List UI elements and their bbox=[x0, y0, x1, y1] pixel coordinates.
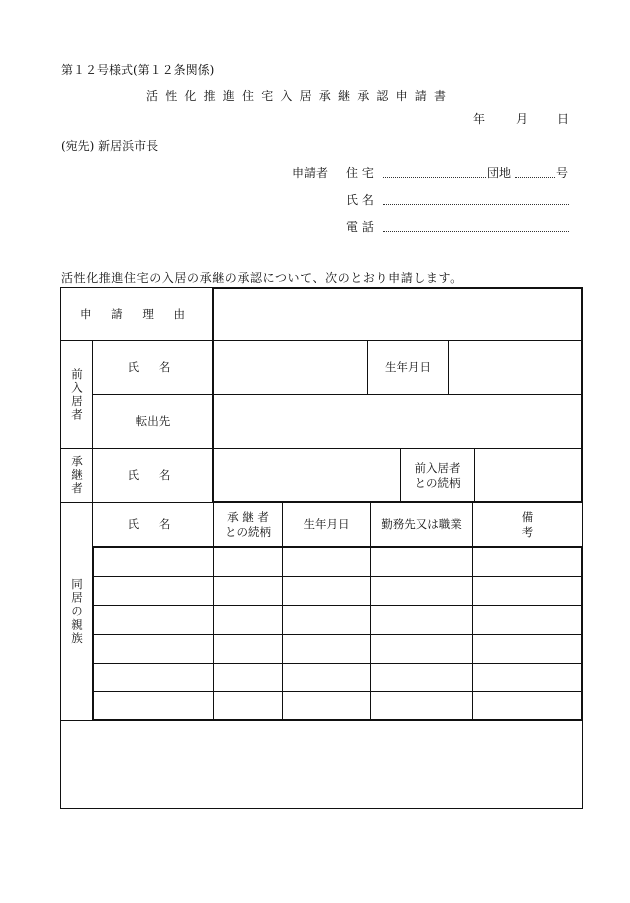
danchi-label: 団地 bbox=[487, 166, 512, 180]
reason-field[interactable] bbox=[214, 289, 581, 340]
form-number: 第１２号様式(第１２条関係) bbox=[61, 63, 215, 77]
name-line[interactable] bbox=[383, 204, 569, 205]
succ-name-field[interactable] bbox=[214, 449, 400, 502]
family-header-name: 氏 名 bbox=[127, 517, 179, 531]
family-row-4-relation-cell[interactable] bbox=[214, 635, 282, 664]
family-header-relation-line2: との続柄 bbox=[225, 524, 271, 539]
family-row-1-name-cell[interactable] bbox=[94, 548, 213, 577]
family-row-4-note-cell[interactable] bbox=[473, 635, 581, 664]
family-row-6-note-cell[interactable] bbox=[473, 692, 581, 719]
family-row-6-birth-cell[interactable] bbox=[283, 692, 370, 719]
family-row-3-note-cell[interactable] bbox=[473, 606, 581, 635]
family-label: 同居の親族 bbox=[70, 577, 84, 646]
addressee: (宛先) 新居浜市長 bbox=[61, 139, 159, 153]
prev-name-field[interactable] bbox=[214, 341, 367, 394]
moveout-label: 転出先 bbox=[135, 414, 171, 428]
family-row-5-work-cell[interactable] bbox=[371, 664, 472, 692]
family-row-4-birth-cell[interactable] bbox=[283, 635, 370, 664]
relation-prev-line1: 前入居者 bbox=[414, 460, 461, 475]
room-number-line[interactable] bbox=[515, 177, 555, 178]
successor-label: 承継者 bbox=[70, 455, 84, 496]
statement: 活性化推進住宅の入居の承継の承認について、次のとおり申請します。 bbox=[61, 271, 463, 285]
family-row-5-birth-cell[interactable] bbox=[283, 664, 370, 692]
address-line[interactable] bbox=[383, 177, 486, 178]
family-header-note: 備 考 bbox=[521, 509, 560, 539]
family-header-birth: 生年月日 bbox=[303, 517, 350, 531]
form-title: 活性化推進住宅入居承継承認申請書 bbox=[146, 89, 454, 103]
notes-area[interactable] bbox=[61, 721, 582, 808]
relation-prev-line2: との続柄 bbox=[414, 475, 461, 490]
family-row-4-name-cell[interactable] bbox=[94, 635, 213, 664]
family-row-5-name-cell[interactable] bbox=[94, 664, 213, 692]
family-row-5-relation-cell[interactable] bbox=[214, 664, 282, 692]
family-row-6-name-cell[interactable] bbox=[94, 692, 213, 719]
family-row-1-note-cell[interactable] bbox=[473, 548, 581, 577]
family-row-3-relation-cell[interactable] bbox=[214, 606, 282, 635]
family-row-2-birth-cell[interactable] bbox=[283, 577, 370, 606]
family-row-2-relation-cell[interactable] bbox=[214, 577, 282, 606]
family-header-relation-line1: 承 継 者 bbox=[227, 509, 269, 524]
applicant-label: 申請者 bbox=[292, 166, 329, 180]
family-header-work: 勤務先又は職業 bbox=[381, 517, 462, 531]
prev-tenant-label: 前入居者 bbox=[70, 367, 84, 422]
name-label: 氏 名 bbox=[346, 193, 374, 207]
family-row-1-relation-cell[interactable] bbox=[214, 548, 282, 577]
family-row-2-note-cell[interactable] bbox=[473, 577, 581, 606]
prev-birth-field[interactable] bbox=[449, 341, 581, 394]
succ-name-label: 氏 名 bbox=[127, 468, 179, 482]
reason-label: 申 請 理 由 bbox=[80, 306, 193, 321]
family-row-5-note-cell[interactable] bbox=[473, 664, 581, 692]
family-row-2-name-cell[interactable] bbox=[94, 577, 213, 606]
family-row-3-name-cell[interactable] bbox=[94, 606, 213, 635]
family-row-3-birth-cell[interactable] bbox=[283, 606, 370, 635]
go-label: 号 bbox=[556, 166, 569, 180]
family-row-4-work-cell[interactable] bbox=[371, 635, 472, 664]
family-row-6-relation-cell[interactable] bbox=[214, 692, 282, 719]
phone-line[interactable] bbox=[383, 231, 569, 232]
family-row-1-work-cell[interactable] bbox=[371, 548, 472, 577]
phone-label: 電 話 bbox=[346, 220, 374, 234]
family-row-1-birth-cell[interactable] bbox=[283, 548, 370, 577]
date-day: 日 bbox=[557, 112, 570, 126]
family-row-6-work-cell[interactable] bbox=[371, 692, 472, 719]
address-label: 住 宅 bbox=[346, 166, 374, 180]
prev-birth-label: 生年月日 bbox=[385, 360, 431, 374]
moveout-field[interactable] bbox=[214, 395, 581, 448]
prev-name-label: 氏 名 bbox=[127, 360, 179, 374]
family-row-2-work-cell[interactable] bbox=[371, 577, 472, 606]
relation-prev-field[interactable] bbox=[475, 449, 581, 502]
relation-prev-label bbox=[401, 449, 474, 502]
date-year: 年 bbox=[473, 112, 486, 126]
date-month: 月 bbox=[516, 112, 529, 126]
family-row-3-work-cell[interactable] bbox=[371, 606, 472, 635]
family-header-relation bbox=[214, 503, 282, 546]
